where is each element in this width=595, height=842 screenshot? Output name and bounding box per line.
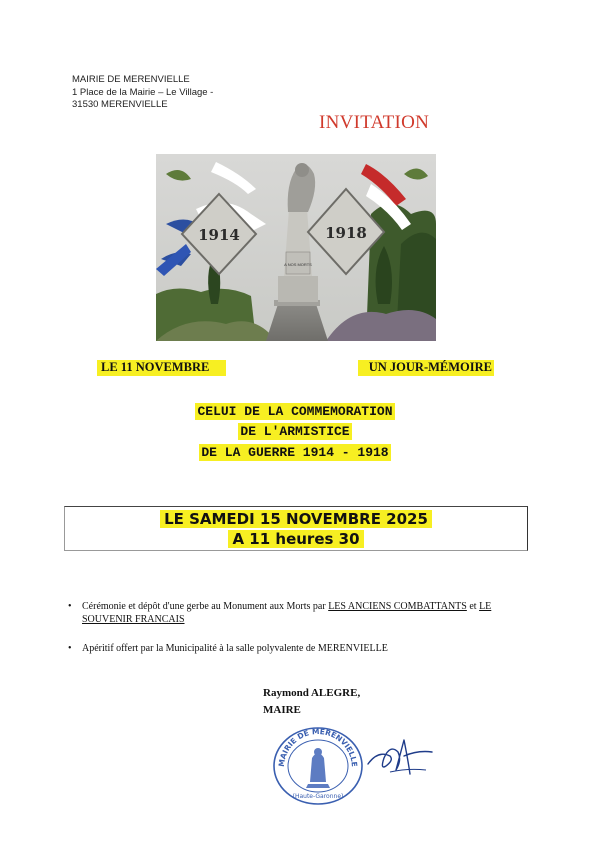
event-date-box [64,506,528,551]
stamp-ring-text: MAIRIE DE MERENVIELLE [276,726,360,768]
mayor-signature [364,730,436,778]
war-memorial-photo [156,154,436,341]
sender-address [72,74,213,112]
stamp-bottom-text: (Haute-Garonne) [292,793,344,800]
signatory-title: MAIRE [263,704,301,716]
org-souvenir-francais: LE SOUVENIR FRANCAIS [82,601,492,625]
org-anciens-combattants: LES ANCIENS COMBATTANTS [328,601,467,612]
commemoration-line-2: DE L'ARMISTICE [240,424,350,439]
sender-line-3: 31530 MERENVIELLE [72,99,168,110]
sender-line-1: MAIRIE DE MERENVIELLE [72,74,190,85]
year-1918-text: 1918 [325,224,367,242]
signatory [263,685,360,719]
banner-gap [226,360,358,376]
event-time: A 11 heures 30 [65,530,527,548]
list-item-aperitif: • Apéritif offert par la Municipalité à la salle polyvalente de MERENVIELLE [66,642,506,655]
event-date: LE SAMEDI 15 NOVEMBRE 2025 [65,510,527,528]
program-list [66,600,506,671]
day-date-label: LE 11 NOVEMBRE [101,360,210,374]
list-item-ceremony: • Cérémonie et dépôt d'une gerbe au Monument aux Morts par LES ANCIENS COMBATTANTS et LE SOUVENIR FRANCAIS [66,600,506,626]
year-1914-text: 1914 [198,226,240,244]
plaque-text: A NOS MORTS [284,262,312,267]
town-hall-stamp [270,722,366,806]
day-memory-label: UN JOUR-MÉMOIRE [368,360,492,374]
sender-line-2: 1 Place de la Mairie – Le Village - [72,86,214,98]
signatory-name: Raymond ALEGRE, [263,687,361,699]
commemoration-line-3: DE LA GUERRE 1914 - 1918 [201,445,389,460]
invitation-heading: INVITATION [319,112,430,133]
commemoration-line-1: CELUI DE LA COMMEMORATION [197,404,393,419]
